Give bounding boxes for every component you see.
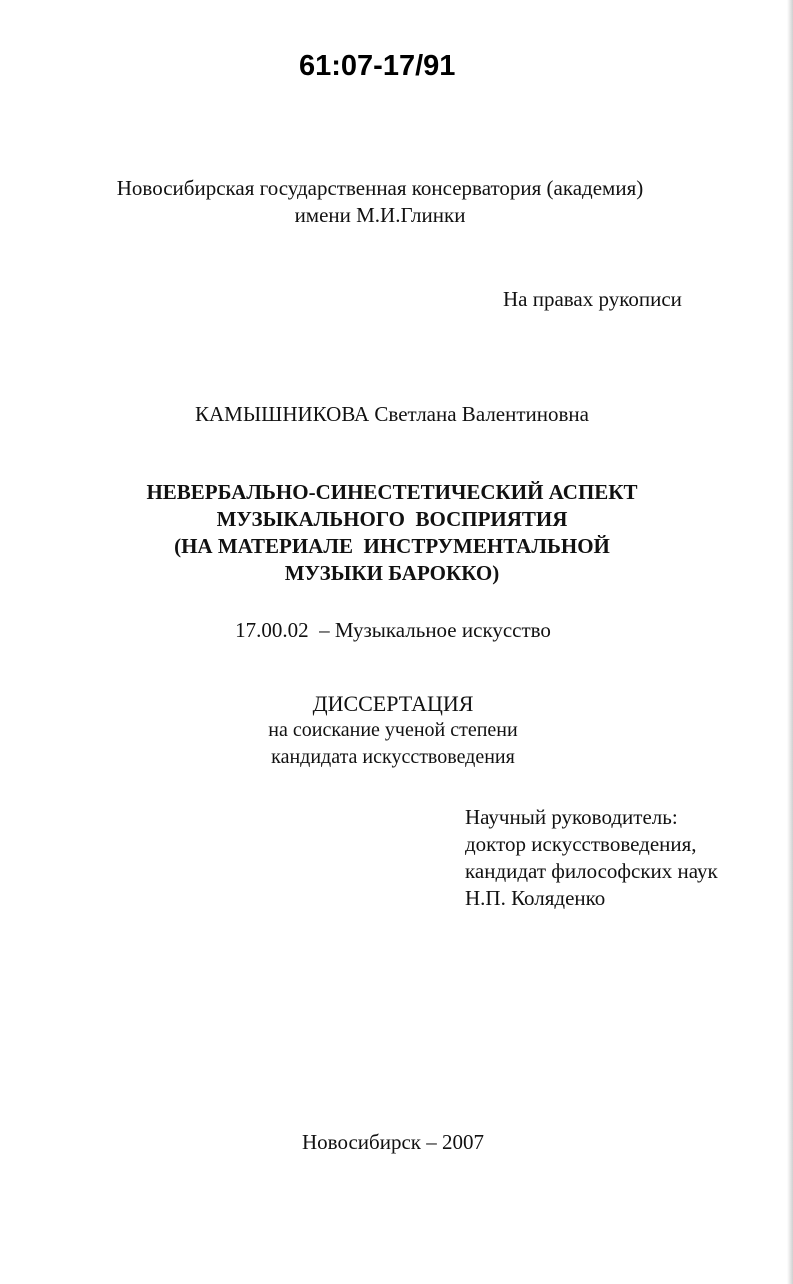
- title-line-3: (НА МАТЕРИАЛЕ ИНСТРУМЕНТАЛЬНОЙ: [174, 534, 610, 558]
- dissertation-title: [0, 479, 784, 587]
- specialty-code: 17.00.02 – Музыкальное искусство: [235, 618, 551, 642]
- degree-line-2: кандидата искусствоведения: [271, 746, 515, 768]
- degree-line-1: на соискание ученой степени: [268, 719, 518, 741]
- degree-heading: ДИССЕРТАЦИЯ: [312, 691, 474, 716]
- supervisor-degree-1: доктор искусствоведения,: [465, 832, 697, 856]
- title-line-1: НЕВЕРБАЛЬНО-СИНЕСТЕТИЧЕСКИЙ АСПЕКТ: [146, 480, 638, 504]
- degree-block: [0, 690, 786, 771]
- author-name: КАМЫШНИКОВА Светлана Валентиновна: [195, 402, 589, 426]
- institution-name: Новосибирская государственная консерватория (академия): [116, 176, 644, 200]
- institution-block: [0, 175, 760, 229]
- title-line-2: МУЗЫКАЛЬНОГО ВОСПРИЯТИЯ: [216, 507, 568, 531]
- title-line-4: МУЗЫКИ БАРОККО): [284, 561, 500, 585]
- supervisor-block: [465, 804, 718, 912]
- supervisor-degree-2: кандидат философских наук: [465, 859, 718, 883]
- archive-stamp-number: 61:07-17/91: [299, 50, 456, 82]
- supervisor-label: Научный руководитель:: [465, 805, 678, 829]
- manuscript-rights-note: На правах рукописи: [503, 287, 682, 311]
- supervisor-name: Н.П. Коляденко: [465, 886, 606, 910]
- institution-named-after: имени М.И.Глинки: [294, 203, 466, 227]
- city-year: Новосибирск – 2007: [302, 1130, 484, 1154]
- scan-edge-shadow: [787, 0, 793, 1284]
